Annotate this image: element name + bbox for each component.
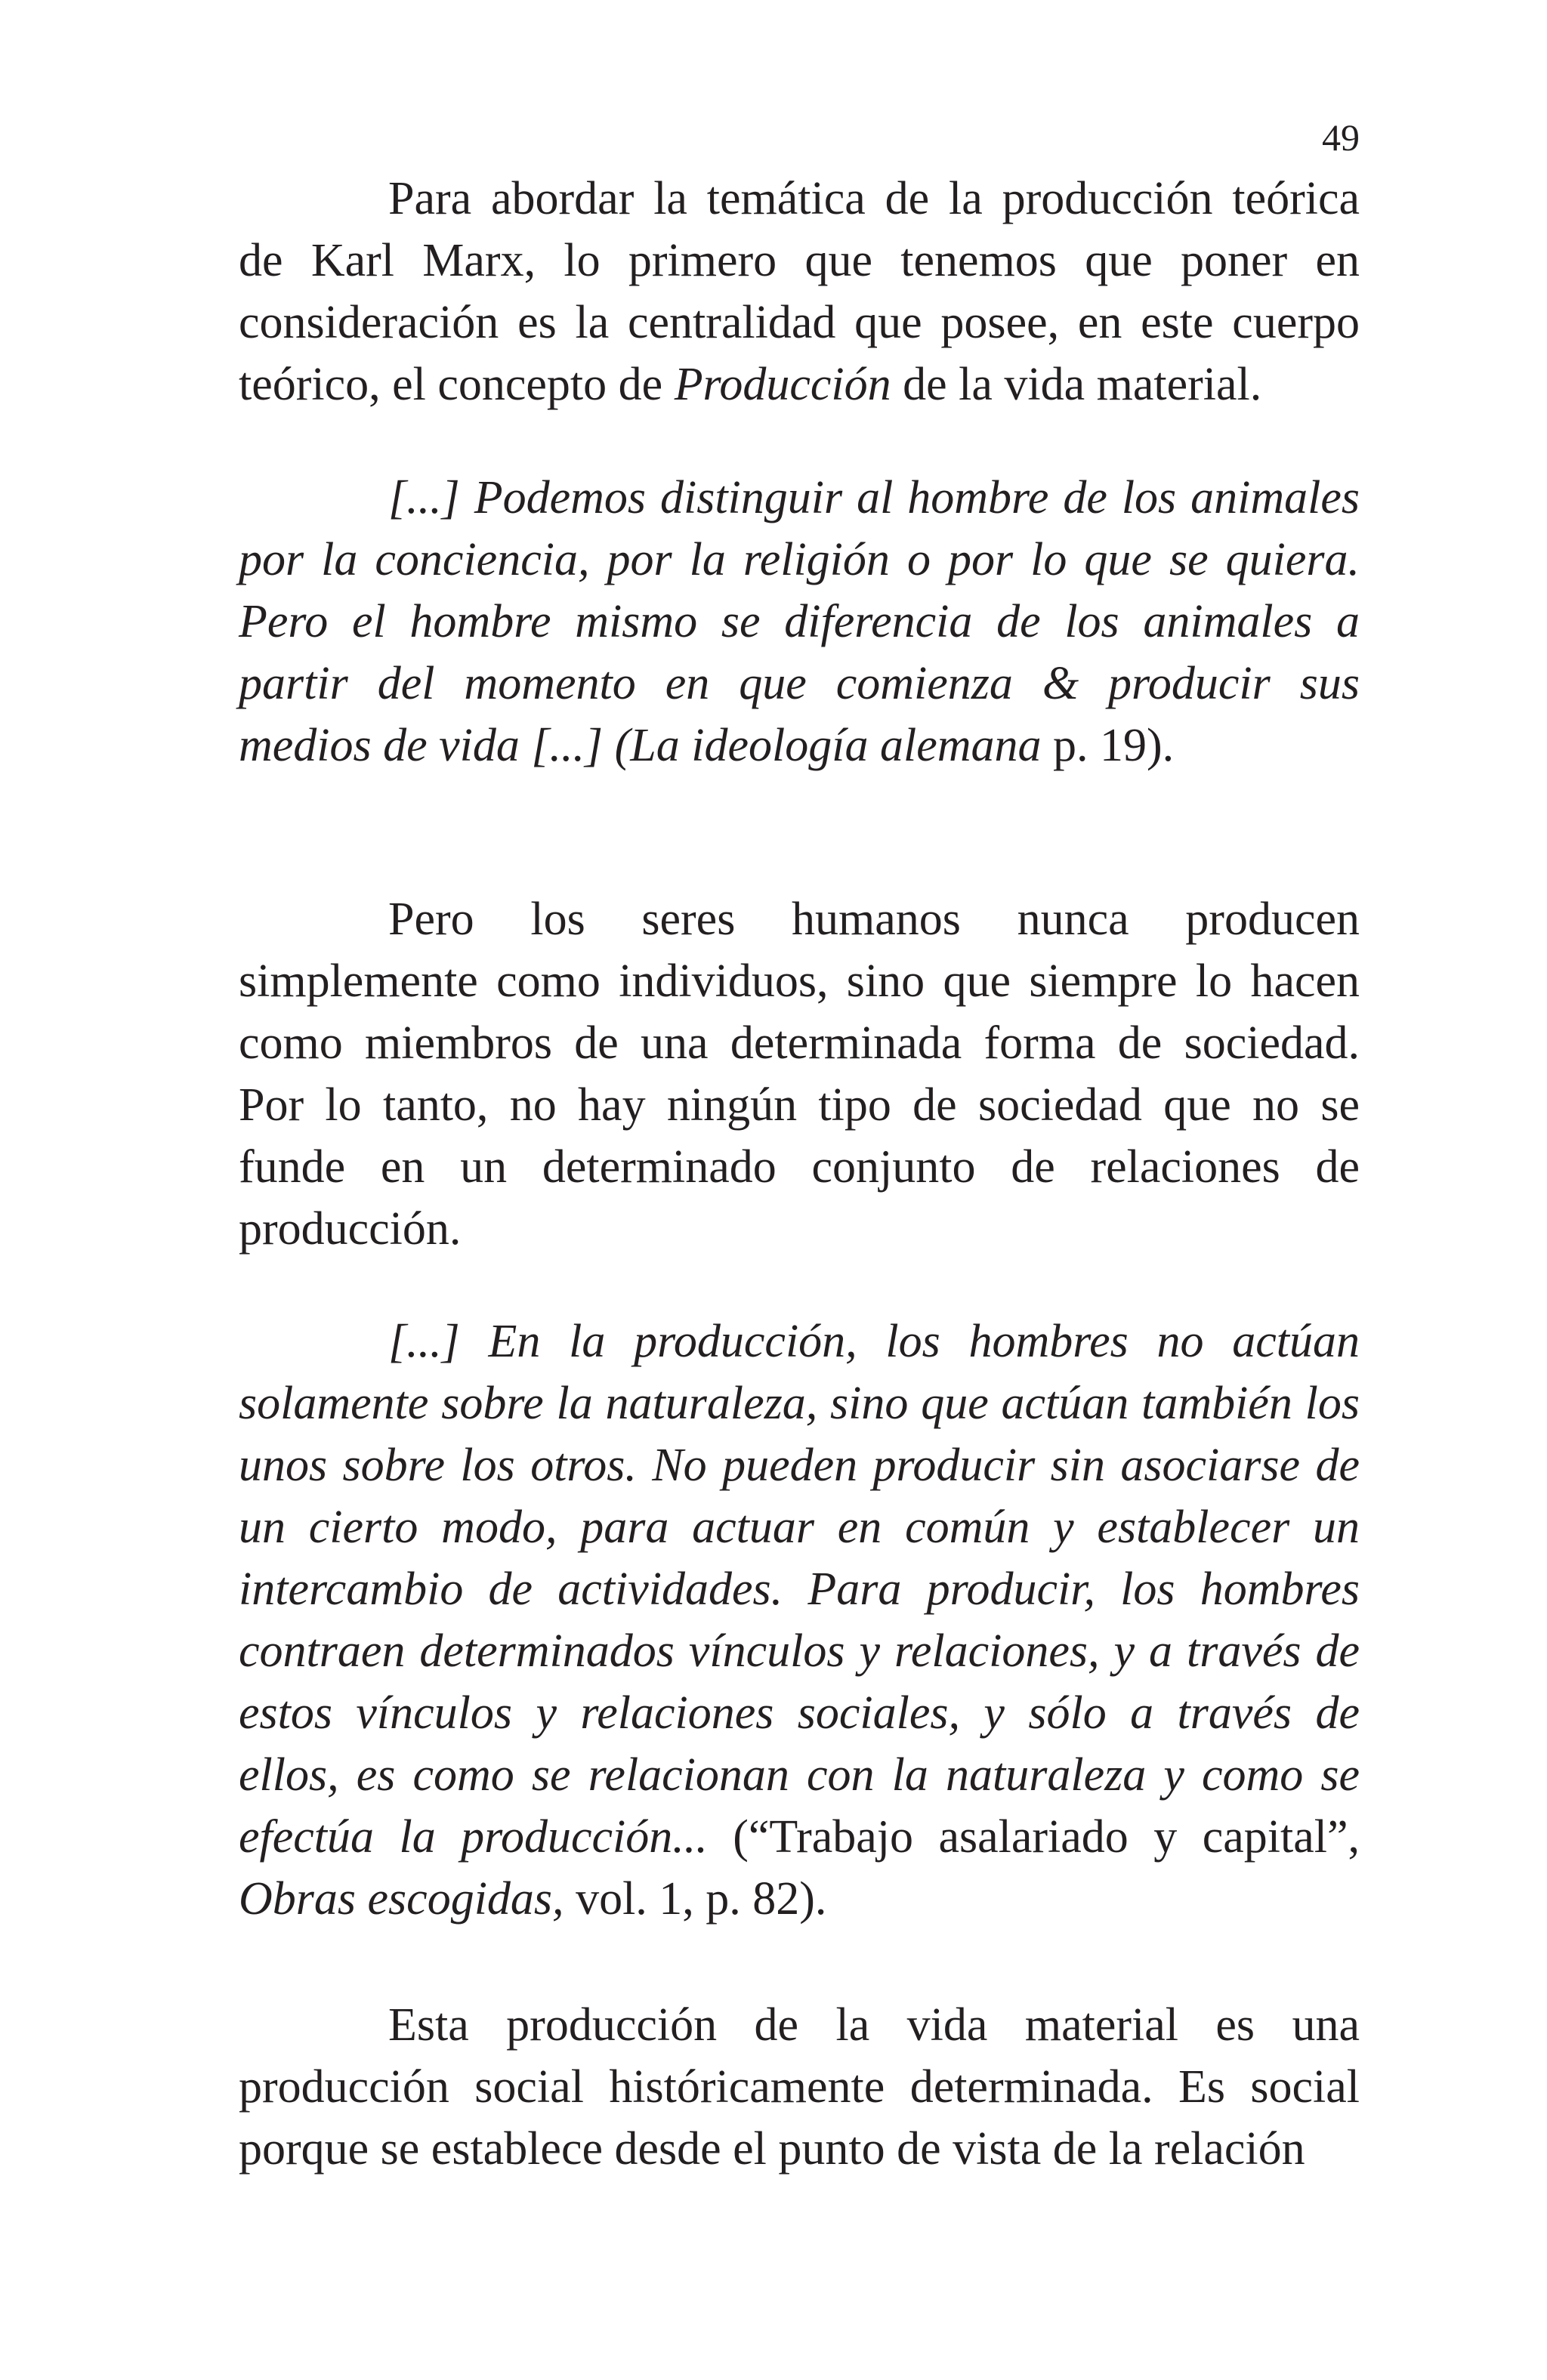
paragraph-2-text: Pero los seres humanos nunca producen simplemente como individuos, sino que siempre lo hacen como miembros de una determinada forma de sociedad. Por lo tanto, no hay ningún tipo de sociedad que no se funde en un determinado conjunto de relaciones de producción.	[239, 894, 1360, 1255]
quotation-2-text: [...] En la producción, los hombres no actúan solamente sobre la naturaleza, sino que actúan también los unos sobre los otros. No pueden producir sin asociarse de un cierto modo, para actuar en común y establecer un intercambio de actividades. Para producir, los hombres contraen determinados vínculos y relaciones, y a través de estos vínculos y relaciones sociales, y sólo a través de ellos, es como se relacionan con la naturaleza y como se efectúa la producción...	[239, 1316, 1360, 1863]
paragraph-3-text: Esta producción de la vida material es una producción social históricamente determinada. Es social porque se establece desde el punto de vista de la relación	[239, 1999, 1360, 2175]
paragraph-1	[239, 168, 1360, 415]
quotation-1	[239, 467, 1360, 776]
quotation-2-citation-end: vol. 1, p. 82).	[564, 1873, 827, 1925]
quotation-2	[239, 1310, 1360, 1930]
paragraph-1-text-end: de la vida material.	[891, 359, 1262, 410]
paragraph-2	[239, 888, 1360, 1260]
paragraph-3	[239, 1994, 1360, 2180]
quotation-2-work-title: Obras escogidas,	[239, 1873, 564, 1925]
quotation-1-text: [...] Podemos distinguir al hombre de los animales por la conciencia, por la religión o por lo que se quiera. Pero el hombre mismo se diferencia de los animales a partir del momento en que comienza & producir sus medios de vida [...] (La ideología alemana	[239, 472, 1360, 771]
quotation-1-citation: p. 19).	[1041, 720, 1175, 771]
paragraph-1-term: Producción	[674, 359, 891, 410]
page-number: 49	[1322, 116, 1360, 159]
quotation-2-citation-start: (“Trabajo asalariado y capital”,	[707, 1811, 1360, 1863]
paragraph-1-text-start: Para abordar la temática de la producción teórica de Karl Marx, lo primero que tenemos que poner en consideración es la centralidad que posee, en este cuerpo teórico, el concepto de	[239, 173, 1360, 410]
